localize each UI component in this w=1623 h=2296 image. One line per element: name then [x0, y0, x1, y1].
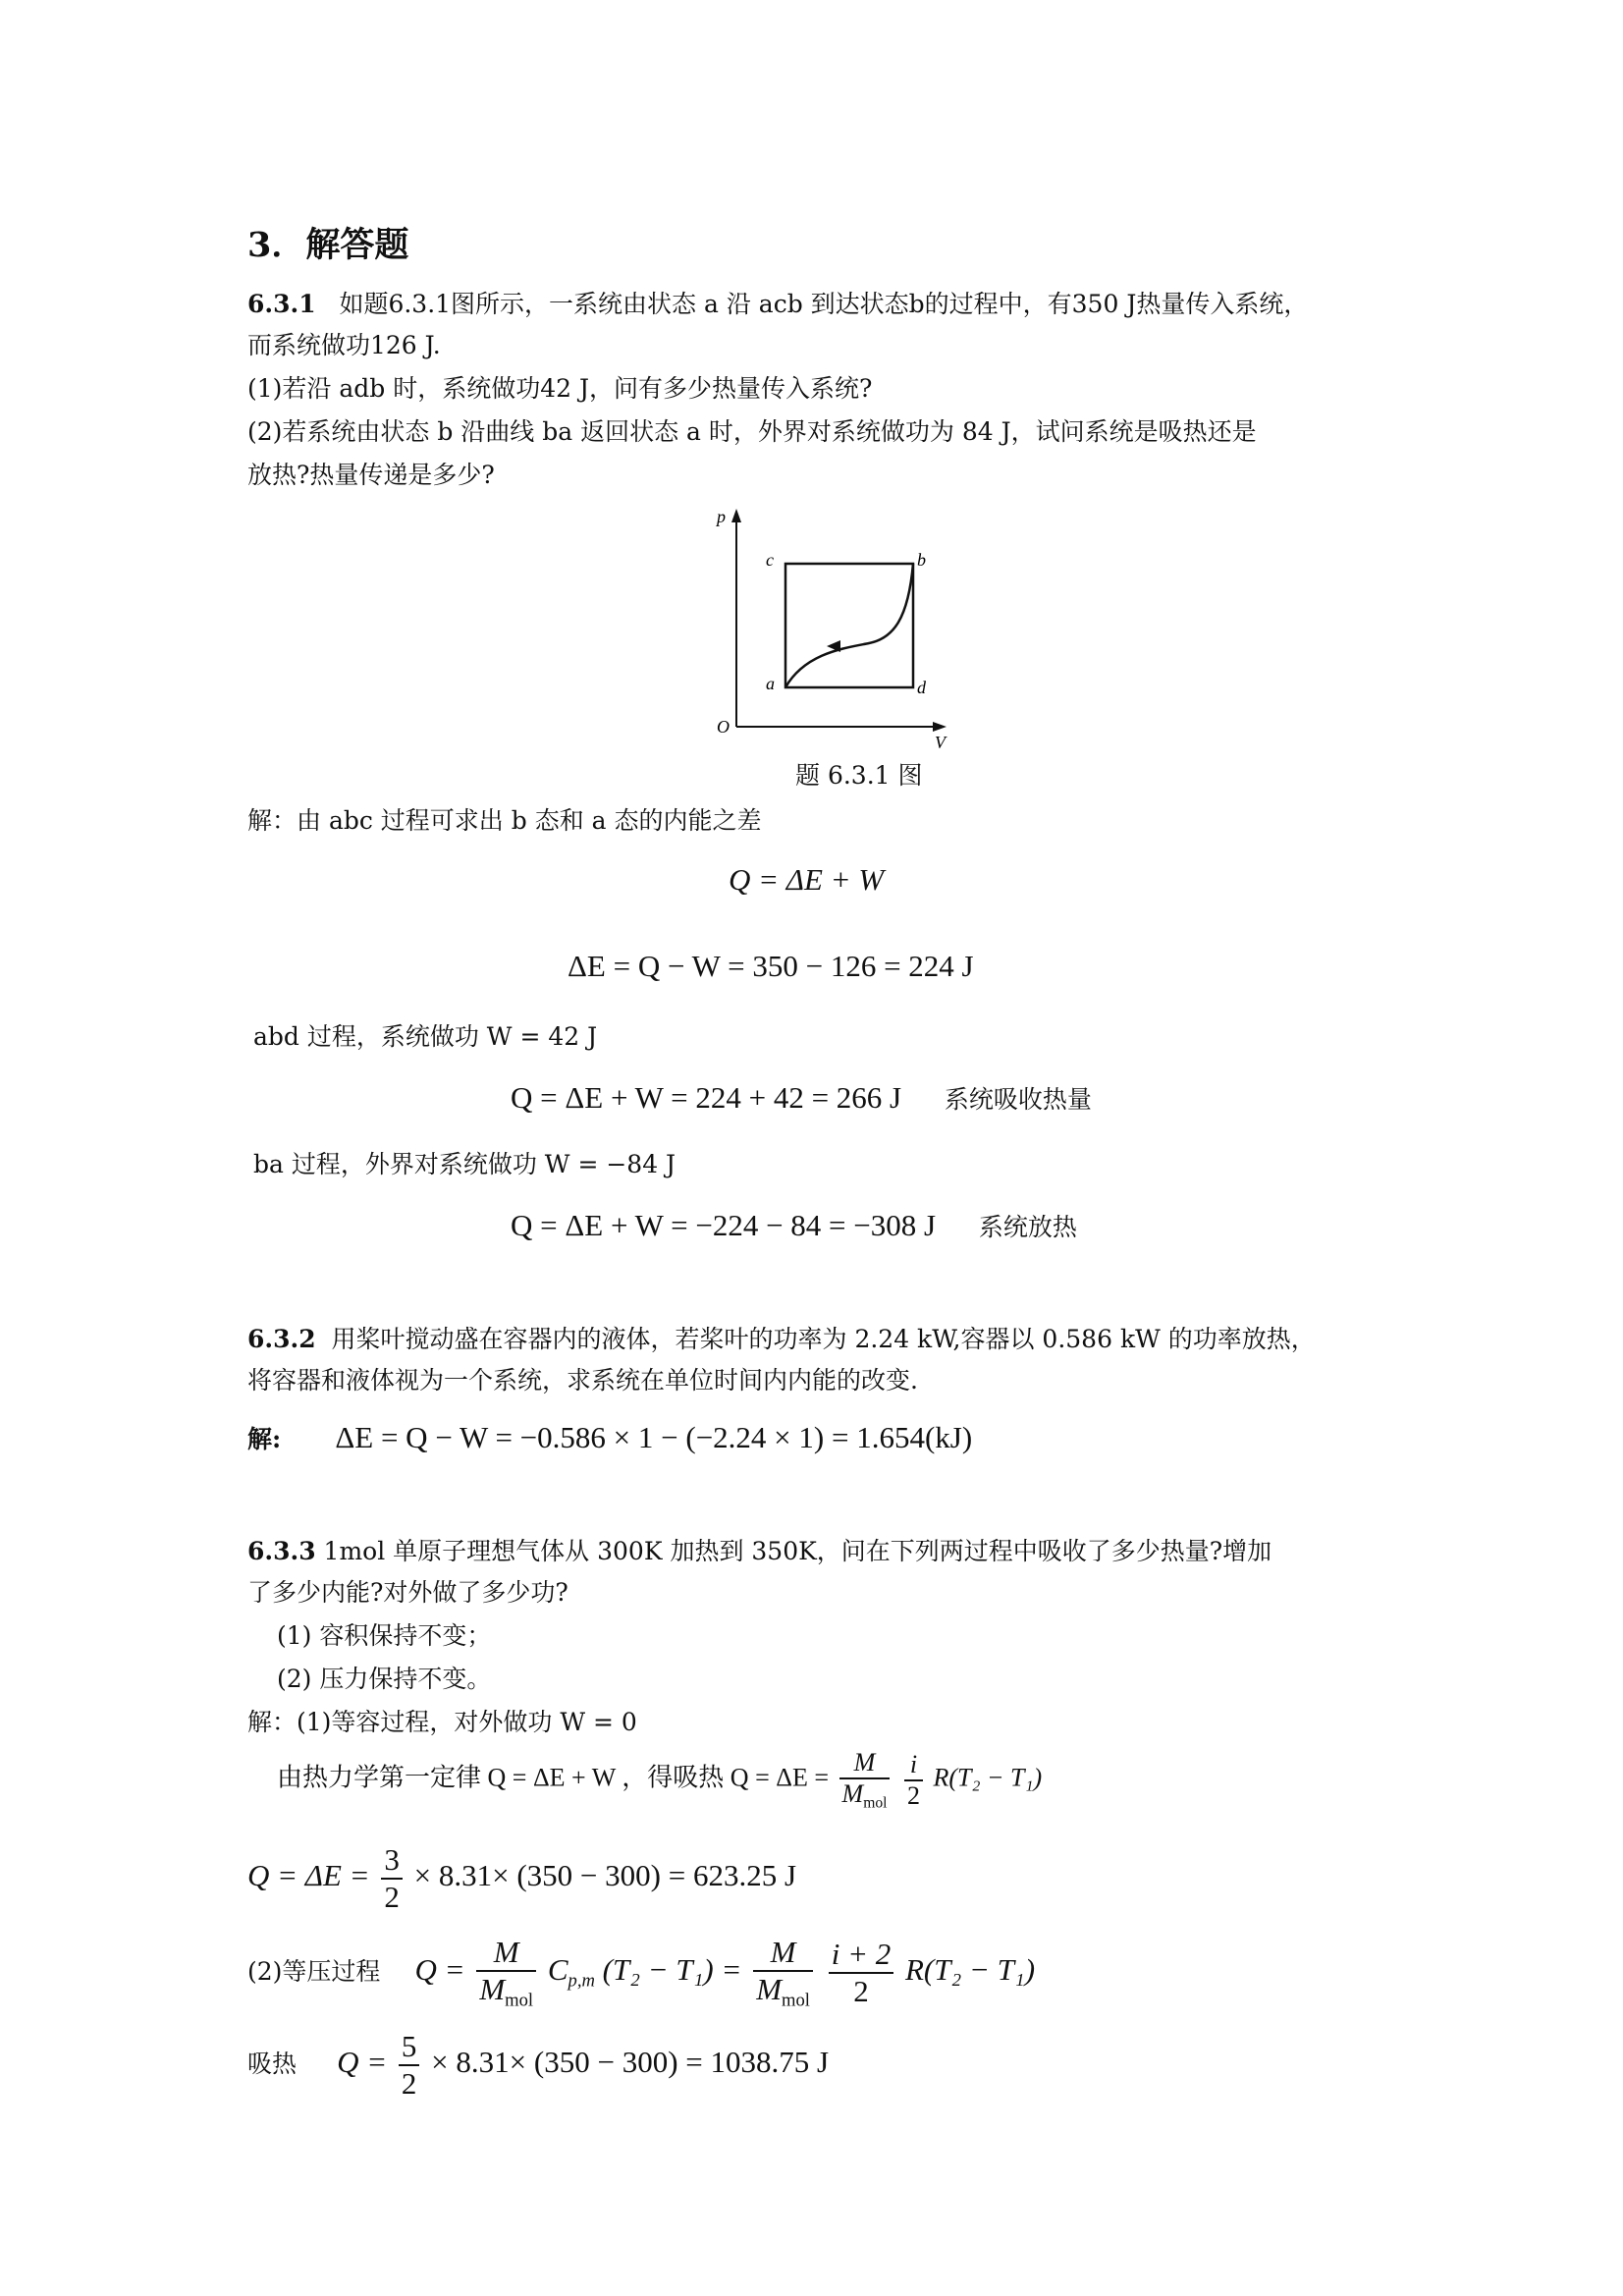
problem-631-text: 如题6.3.1图所示，一系统由状态 a 沿 acb 到达状态b的过程中，有350 J热量传入系统，	[339, 290, 1309, 318]
problem-633-item1: (1) 容积保持不变；	[277, 1621, 492, 1650]
isochoric-lhs: Q = ΔE =	[247, 1857, 370, 1892]
isobaric-fraction-m2-num: M	[753, 1935, 813, 1972]
isobaric-equation	[414, 1935, 1036, 2011]
label-a: a	[766, 674, 775, 693]
pv-diagram-figure	[707, 501, 962, 756]
problem-632-line1	[247, 1322, 1316, 1357]
problem-632-line2: 将容器和液体视为一个系统，求系统在单位时间内内能的改变.	[247, 1366, 918, 1394]
problem-631-line2: 而系统做功126 J.	[247, 331, 441, 359]
equation-q-ba	[511, 1208, 1077, 1245]
problem-631-line1	[247, 287, 1308, 322]
isobaric-fraction-m2-den	[753, 1972, 813, 2011]
problem-633-line2: 了多少内能?对外做了多少功?	[247, 1578, 568, 1607]
label-d: d	[917, 678, 926, 697]
fraction-i-over-2	[904, 1750, 923, 1811]
label-p: p	[717, 507, 726, 526]
equation-first-law: Q = ΔE + W	[729, 862, 885, 897]
v-axis-arrow	[933, 722, 947, 732]
absorb-label: 吸热	[247, 2049, 298, 2078]
isobaric-tail: R(T₂ − T₁)	[905, 1951, 1036, 1987]
problem-631-question2-cont: 放热?热量传递是多少?	[247, 461, 495, 489]
equation-q-abd-text: Q = ΔE + W = 224 + 42 = 266 J	[511, 1080, 902, 1115]
problem-631-number: 6.3.1	[247, 290, 316, 318]
fraction-2: 2	[384, 1879, 400, 1914]
problem-631-question2: (2)若系统由状态 b 沿曲线 ba 返回状态 a 时，外界对系统做功为 84 J，试问系统是吸热还是	[247, 417, 1257, 446]
isobaric-fraction-m	[476, 1935, 536, 2011]
isobaric-line	[247, 1935, 1035, 2011]
label-origin: O	[717, 717, 730, 737]
fraction-denominator-2: 2	[906, 1780, 920, 1810]
equation-q-ba-text: Q = ΔE + W = −224 − 84 = −308 J	[511, 1208, 937, 1242]
curve-ba	[785, 564, 913, 687]
isobaric-fraction-m2-den-m: M	[756, 1971, 783, 2006]
problem-633-item2: (2) 压力保持不变。	[277, 1665, 492, 1693]
solution-633-part1: 解：(1)等容过程，对外做功 W = 0	[247, 1708, 637, 1736]
problem-633-line1	[247, 1534, 1271, 1569]
equation-q-abd-note: 系统吸收热量	[944, 1085, 1092, 1114]
problem-631-question1: (1)若沿 adb 时，系统做功42 J，问有多少热量传入系统?	[247, 374, 873, 403]
fraction-5-over-2	[399, 2029, 420, 2101]
equation-q-abd	[511, 1080, 1092, 1118]
isobaric-c: C	[547, 1951, 568, 1987]
isobaric-fraction-m-den	[476, 1972, 536, 2011]
fraction-5-den: 2	[401, 2065, 417, 2101]
fraction-denominator-m: M	[841, 1778, 864, 1808]
figure-caption: 题 6.3.1 图	[795, 761, 923, 790]
p-axis-arrow	[731, 509, 741, 522]
isobaric-fraction-m-num: M	[476, 1935, 536, 1972]
solution-632-label: 解:	[247, 1425, 282, 1453]
label-b: b	[917, 550, 926, 570]
ba-process-line: ba 过程，外界对系统做功 W = −84 J	[253, 1150, 676, 1178]
fraction-numerator-i: i	[904, 1750, 923, 1781]
isobaric-fraction-m-den-mol: mol	[505, 1990, 534, 2011]
first-law-equation-line	[277, 1748, 1042, 1812]
problem-633-text: 1mol 单原子理想气体从 300K 加热到 350K，问在下列两过程中吸收了多少热量?增加	[323, 1537, 1272, 1565]
isochoric-result-line	[247, 1842, 796, 1914]
first-law-tail: R(T₂ − T₁)	[933, 1763, 1043, 1792]
equation-q-ba-note: 系统放热	[978, 1213, 1077, 1241]
fraction-3-over-2	[381, 1842, 403, 1914]
label-v: V	[935, 733, 946, 752]
isobaric-fraction-m-den-m: M	[479, 1971, 506, 2006]
absorb-rhs: × 8.31× (350 − 300) = 1038.75 J	[431, 2044, 830, 2079]
abd-process-line: abd 过程，系统做功 W = 42 J	[253, 1022, 598, 1051]
fraction-3: 3	[381, 1842, 403, 1880]
solution-632	[247, 1420, 972, 1457]
problem-633-number: 6.3.3	[247, 1537, 316, 1565]
isobaric-fraction-i2-num: i + 2	[829, 1937, 894, 1974]
solution-631-intro: 解：由 abc 过程可求出 b 态和 a 态的内能之差	[247, 806, 762, 835]
isobaric-fraction-i2	[829, 1937, 894, 2008]
isobaric-fraction-m2-den-mol: mol	[782, 1990, 810, 2011]
isobaric-fraction-i2-den: 2	[853, 1973, 869, 2008]
solution-632-equation: ΔE = Q − W = −0.586 × 1 − (−2.24 × 1) = 1.654(kJ)	[335, 1420, 973, 1454]
label-c: c	[766, 550, 774, 570]
absorb-heat-line	[247, 2029, 829, 2101]
fraction-denominator-mol: mol	[863, 1794, 888, 1812]
fraction-denominator	[839, 1779, 891, 1812]
isobaric-q: Q =	[414, 1951, 465, 1987]
isobaric-mid: (T₂ − T₁) =	[602, 1951, 742, 1987]
equation-delta-e: ΔE = Q − W = 350 − 126 = 224 J	[568, 949, 974, 983]
fraction-5: 5	[399, 2029, 420, 2066]
isochoric-rhs: × 8.31× (350 − 300) = 623.25 J	[413, 1857, 797, 1892]
cycle-rectangle	[785, 564, 913, 687]
isobaric-label: (2)等压过程	[247, 1956, 381, 1986]
first-law-prefix: 由热力学第一定律 Q = ΔE + W ，得吸热 Q = ΔE =	[277, 1763, 830, 1792]
fraction-numerator-m: M	[839, 1748, 891, 1779]
absorb-equation	[337, 2029, 830, 2101]
section-heading: 3．解答题	[247, 225, 409, 265]
problem-632-text: 用桨叶搅动盛在容器内的液体，若桨叶的功率为 2.24 kW,容器以 0.586 kW 的功率放热，	[331, 1325, 1316, 1353]
fraction-m-over-mmol	[839, 1748, 891, 1812]
isobaric-fraction-m2	[753, 1935, 813, 2011]
problem-632-number: 6.3.2	[247, 1325, 316, 1353]
isobaric-c-sub: p,m	[568, 1970, 595, 1992]
absorb-lhs: Q =	[337, 2044, 388, 2079]
